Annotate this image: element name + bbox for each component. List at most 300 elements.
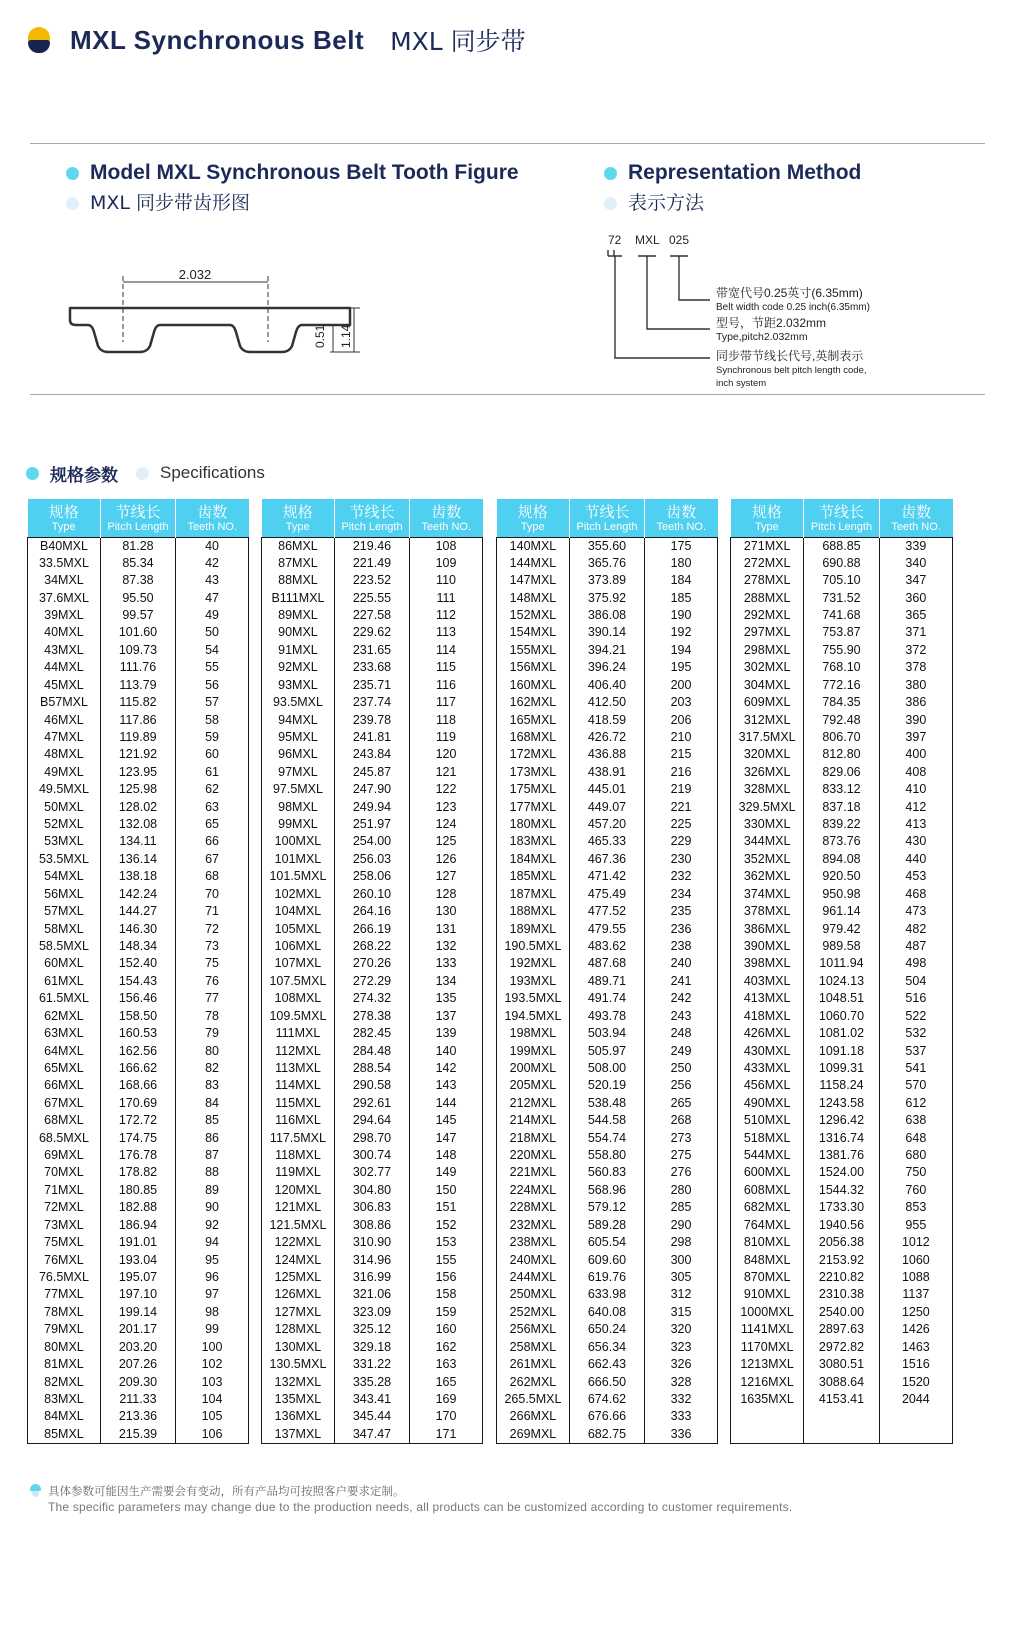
- pitch-length-cell: 806.70: [804, 729, 879, 746]
- note-icon: [30, 1484, 41, 1497]
- teeth-count-cell: 83: [176, 1077, 249, 1094]
- teeth-count-cell: 55: [176, 659, 249, 676]
- pitch-length-cell: 219.46: [334, 537, 409, 555]
- table-row: [731, 1164, 953, 1181]
- width-label-en: Belt width code 0.25 inch(6.35mm): [716, 302, 870, 313]
- pitch-length-cell: 640.08: [569, 1304, 644, 1321]
- teeth-count-cell: 86: [176, 1129, 249, 1146]
- pitch-length-cell: 1011.94: [804, 955, 879, 972]
- type-cell: 44MXL: [28, 659, 101, 676]
- pitch-length-cell: 197.10: [100, 1286, 175, 1303]
- column-header-en: Type: [285, 520, 310, 533]
- pitch-length-cell: 792.48: [804, 711, 879, 728]
- teeth-count-cell: 116: [410, 676, 483, 693]
- pitch-length-cell: 260.10: [334, 886, 409, 903]
- pitch-length-cell: 343.41: [334, 1391, 409, 1408]
- bullet-icon: [136, 467, 149, 480]
- spec-table-2: [261, 499, 483, 1444]
- teeth-count-cell: 312: [645, 1286, 718, 1303]
- pitch-length-cell: 264.16: [334, 903, 409, 920]
- teeth-count-cell: 50: [176, 624, 249, 641]
- table-row: [731, 938, 953, 955]
- pitch-length-cell: 1048.51: [804, 990, 879, 1007]
- teeth-count-cell: 118: [410, 711, 483, 728]
- type-cell: 1000MXL: [731, 1304, 804, 1321]
- table-row: [497, 537, 718, 555]
- pitch-length-cell: 81.28: [100, 537, 175, 555]
- type-cell: 261MXL: [497, 1356, 570, 1373]
- code-length: 72: [608, 233, 622, 247]
- table-row: [731, 589, 953, 606]
- table-row: [731, 1199, 953, 1216]
- pitch-length-cell: 154.43: [100, 973, 175, 990]
- teeth-count-cell: 102: [176, 1356, 249, 1373]
- teeth-count-cell: 273: [645, 1129, 718, 1146]
- table-row: [28, 903, 249, 920]
- teeth-count-cell: 79: [176, 1025, 249, 1042]
- teeth-count-cell: 159: [410, 1304, 483, 1321]
- table-row: [262, 903, 483, 920]
- type-cell: 65MXL: [28, 1060, 101, 1077]
- table-row: [262, 1164, 483, 1181]
- type-cell: 137MXL: [262, 1426, 335, 1444]
- divider-line: [30, 394, 985, 395]
- table-row: [731, 833, 953, 850]
- table-row: [497, 1199, 718, 1216]
- table-row: [497, 1042, 718, 1059]
- table-row: [28, 746, 249, 763]
- table-row: [497, 572, 718, 589]
- pitch-length-cell: 347.47: [334, 1426, 409, 1444]
- column-header: [28, 499, 101, 537]
- type-cell: 212MXL: [497, 1095, 570, 1112]
- teeth-count-cell: 137: [410, 1007, 483, 1024]
- type-cell: 609MXL: [731, 694, 804, 711]
- table-row: [497, 1164, 718, 1181]
- type-cell: 518MXL: [731, 1129, 804, 1146]
- type-cell: 61.5MXL: [28, 990, 101, 1007]
- teeth-count-cell: 236: [645, 920, 718, 937]
- type-cell: 111MXL: [262, 1025, 335, 1042]
- table-row: [731, 537, 953, 555]
- type-cell: 120MXL: [262, 1182, 335, 1199]
- pitch-length-cell: 115.82: [100, 694, 175, 711]
- table-row: [28, 1199, 249, 1216]
- teeth-count-cell: 570: [879, 1077, 952, 1094]
- column-header: [410, 499, 483, 537]
- type-cell: 147MXL: [497, 572, 570, 589]
- type-cell: 109.5MXL: [262, 1007, 335, 1024]
- pitch-length-cell: 989.58: [804, 938, 879, 955]
- teeth-count-cell: 99: [176, 1321, 249, 1338]
- teeth-count-cell: 468: [879, 886, 952, 903]
- type-cell: 910MXL: [731, 1286, 804, 1303]
- table-row: [731, 1321, 953, 1338]
- teeth-count-cell: 77: [176, 990, 249, 1007]
- type-cell: 90MXL: [262, 624, 335, 641]
- table-row: [28, 694, 249, 711]
- pitch-length-cell: 4153.41: [804, 1391, 879, 1408]
- teeth-count-cell: 125: [410, 833, 483, 850]
- teeth-count-cell: 82: [176, 1060, 249, 1077]
- pitch-length-cell: 308.86: [334, 1217, 409, 1234]
- pitch-length-cell: 837.18: [804, 798, 879, 815]
- teeth-count-cell: 750: [879, 1164, 952, 1181]
- table-row: [262, 1338, 483, 1355]
- pitch-length-cell: 229.62: [334, 624, 409, 641]
- length-label-en-2: inch system: [716, 378, 767, 389]
- pitch-length-cell: 503.94: [569, 1025, 644, 1042]
- divider-line: [30, 143, 985, 144]
- teeth-count-cell: 84: [176, 1095, 249, 1112]
- table-row: [731, 1112, 953, 1129]
- pitch-length-cell: 245.87: [334, 764, 409, 781]
- type-cell: 71MXL: [28, 1182, 101, 1199]
- pitch-length-cell: 282.45: [334, 1025, 409, 1042]
- table-row: [262, 851, 483, 868]
- pitch-length-cell: 99.57: [100, 607, 175, 624]
- table-row: [262, 1408, 483, 1425]
- pitch-length-cell: 195.07: [100, 1269, 175, 1286]
- type-cell: 49.5MXL: [28, 781, 101, 798]
- pitch-length-cell: 755.90: [804, 642, 879, 659]
- teeth-count-cell: 40: [176, 537, 249, 555]
- teeth-count-cell: 103: [176, 1373, 249, 1390]
- page-title-cn: MXL 同步带: [390, 27, 526, 56]
- teeth-count-cell: 390: [879, 711, 952, 728]
- table-row: [262, 746, 483, 763]
- teeth-count-cell: 290: [645, 1217, 718, 1234]
- pitch-length-cell: 656.34: [569, 1338, 644, 1355]
- table-row: [28, 973, 249, 990]
- table-row: [497, 1408, 718, 1425]
- teeth-count-cell: 241: [645, 973, 718, 990]
- table-row: [262, 642, 483, 659]
- type-cell: 84MXL: [28, 1408, 101, 1425]
- teeth-count-cell: 56: [176, 676, 249, 693]
- pitch-length-cell: 213.36: [100, 1408, 175, 1425]
- table-row: [28, 868, 249, 885]
- type-leader-line: [638, 256, 710, 329]
- type-cell: 101.5MXL: [262, 868, 335, 885]
- table-row: [262, 572, 483, 589]
- pitch-length-cell: 109.73: [100, 642, 175, 659]
- teeth-count-cell: 522: [879, 1007, 952, 1024]
- type-cell: 85MXL: [28, 1426, 101, 1444]
- table-row: [731, 659, 953, 676]
- type-cell: 130MXL: [262, 1338, 335, 1355]
- table-row: [731, 1338, 953, 1355]
- table-row: [28, 938, 249, 955]
- type-cell: 135MXL: [262, 1391, 335, 1408]
- pitch-length-cell: 290.58: [334, 1077, 409, 1094]
- column-header-cn: 规格: [48, 502, 79, 521]
- pitch-length-cell: 666.50: [569, 1373, 644, 1390]
- type-cell: 426MXL: [731, 1025, 804, 1042]
- pitch-length-cell: 373.89: [569, 572, 644, 589]
- pitch-length-cell: 160.53: [100, 1025, 175, 1042]
- teeth-count-cell: 78: [176, 1007, 249, 1024]
- type-cell: 244MXL: [497, 1269, 570, 1286]
- table-row: [731, 1408, 953, 1425]
- teeth-count-cell: 320: [645, 1321, 718, 1338]
- pitch-length-cell: 394.21: [569, 642, 644, 659]
- pitch-length-cell: 491.74: [569, 990, 644, 1007]
- table-row: [731, 1286, 953, 1303]
- teeth-count-cell: 68: [176, 868, 249, 885]
- table-header-row: [262, 499, 483, 537]
- type-cell: 326MXL: [731, 764, 804, 781]
- type-cell: 98MXL: [262, 798, 335, 815]
- table-row: [262, 1147, 483, 1164]
- column-header-en: Pitch Length: [810, 520, 873, 533]
- pitch-length-cell: 182.88: [100, 1199, 175, 1216]
- table-row: [731, 624, 953, 641]
- table-row: [497, 1391, 718, 1408]
- table-row: [497, 1251, 718, 1268]
- pitch-length-cell: 894.08: [804, 851, 879, 868]
- teeth-count-cell: 184: [645, 572, 718, 589]
- pitch-length-cell: 113.79: [100, 676, 175, 693]
- table-row: [262, 1025, 483, 1042]
- teeth-count-cell: 100: [176, 1338, 249, 1355]
- column-header-cn: 节线长: [584, 502, 630, 521]
- table-row: [731, 1217, 953, 1234]
- teeth-count-cell: 148: [410, 1147, 483, 1164]
- type-cell: 53.5MXL: [28, 851, 101, 868]
- teeth-count-cell: 242: [645, 990, 718, 1007]
- teeth-count-cell: 139: [410, 1025, 483, 1042]
- table-row: [262, 1112, 483, 1129]
- pitch-length-cell: 3088.64: [804, 1373, 879, 1390]
- teeth-count-cell: 96: [176, 1269, 249, 1286]
- table-row: [497, 676, 718, 693]
- table-row: [497, 1356, 718, 1373]
- table-row: [731, 798, 953, 815]
- teeth-count-cell: 65: [176, 816, 249, 833]
- pitch-length-cell: 211.33: [100, 1391, 175, 1408]
- type-cell: B111MXL: [262, 589, 335, 606]
- pitch-length-cell: 256.03: [334, 851, 409, 868]
- spec-table-3: [496, 499, 718, 1444]
- pitch-length-cell: 101.60: [100, 624, 175, 641]
- column-header-cn: 规格: [282, 502, 313, 521]
- teeth-count-cell: 378: [879, 659, 952, 676]
- tooth-figure-title-cn: MXL 同步带齿形图: [90, 192, 251, 214]
- pitch-length-cell: 172.72: [100, 1112, 175, 1129]
- bullet-icon: [604, 197, 617, 210]
- type-cell: 58.5MXL: [28, 938, 101, 955]
- teeth-count-cell: 235: [645, 903, 718, 920]
- teeth-count-cell: 339: [879, 537, 952, 555]
- pitch-length-cell: 209.30: [100, 1373, 175, 1390]
- type-cell: 82MXL: [28, 1373, 101, 1390]
- teeth-count-cell: 142: [410, 1060, 483, 1077]
- type-cell: 252MXL: [497, 1304, 570, 1321]
- teeth-count-cell: 203: [645, 694, 718, 711]
- column-header-en: Teeth NO.: [421, 520, 472, 533]
- teeth-count-cell: 332: [645, 1391, 718, 1408]
- pitch-length-cell: 520.19: [569, 1077, 644, 1094]
- teeth-count-cell: 71: [176, 903, 249, 920]
- teeth-count-cell: 2044: [879, 1391, 952, 1408]
- type-cell: 288MXL: [731, 589, 804, 606]
- teeth-count-cell: 57: [176, 694, 249, 711]
- teeth-count-cell: 149: [410, 1164, 483, 1181]
- table-header-row: [28, 499, 249, 537]
- type-cell: 101MXL: [262, 851, 335, 868]
- table-row: [28, 816, 249, 833]
- table-row: [28, 1373, 249, 1390]
- type-cell: 344MXL: [731, 833, 804, 850]
- table-row: [497, 1095, 718, 1112]
- bullet-icon: [604, 167, 617, 180]
- type-cell: 43MXL: [28, 642, 101, 659]
- teeth-count-cell: 250: [645, 1060, 718, 1077]
- teeth-count-cell: 185: [645, 589, 718, 606]
- table-row: [28, 711, 249, 728]
- table-row: [497, 833, 718, 850]
- pitch-length-cell: 784.35: [804, 694, 879, 711]
- teeth-count-cell: 80: [176, 1042, 249, 1059]
- pitch-length-cell: 682.75: [569, 1426, 644, 1444]
- pitch-length-cell: 223.52: [334, 572, 409, 589]
- type-cell: 60MXL: [28, 955, 101, 972]
- type-cell: 125MXL: [262, 1269, 335, 1286]
- type-cell: 122MXL: [262, 1234, 335, 1251]
- teeth-count-cell: 43: [176, 572, 249, 589]
- table-row: [731, 1426, 953, 1443]
- column-header: [879, 499, 952, 537]
- table-row: [731, 816, 953, 833]
- pitch-length-cell: 292.61: [334, 1095, 409, 1112]
- table-row: [262, 886, 483, 903]
- type-cell: 403MXL: [731, 973, 804, 990]
- pitch-length-cell: 1024.13: [804, 973, 879, 990]
- table-row: [28, 1164, 249, 1181]
- column-header: [569, 499, 644, 537]
- type-cell: 46MXL: [28, 711, 101, 728]
- bullet-icon: [26, 467, 39, 480]
- table-row: [28, 990, 249, 1007]
- table-row: [497, 1077, 718, 1094]
- type-cell: 108MXL: [262, 990, 335, 1007]
- table-row: [28, 764, 249, 781]
- table-row: [731, 1251, 953, 1268]
- type-cell: 73MXL: [28, 1217, 101, 1234]
- table-row: [262, 798, 483, 815]
- teeth-count-cell: 112: [410, 607, 483, 624]
- table-row: [28, 1060, 249, 1077]
- teeth-count-cell: 67: [176, 851, 249, 868]
- type-cell: 193.5MXL: [497, 990, 570, 1007]
- representation-title-en: Representation Method: [628, 161, 862, 184]
- table-row: [497, 1147, 718, 1164]
- pitch-length-cell: 128.02: [100, 798, 175, 815]
- table-row: [262, 537, 483, 555]
- type-cell: 272MXL: [731, 555, 804, 572]
- type-cell: 132MXL: [262, 1373, 335, 1390]
- type-cell: 118MXL: [262, 1147, 335, 1164]
- specifications-title-cn: 规格参数: [50, 465, 118, 486]
- teeth-count-cell: 147: [410, 1129, 483, 1146]
- pitch-length-cell: 465.33: [569, 833, 644, 850]
- type-cell: 266MXL: [497, 1408, 570, 1425]
- type-cell: 262MXL: [497, 1373, 570, 1390]
- type-cell: 79MXL: [28, 1321, 101, 1338]
- table-row: [731, 990, 953, 1007]
- teeth-count-cell: 61: [176, 764, 249, 781]
- teeth-count-cell: 111: [410, 589, 483, 606]
- type-cell: 69MXL: [28, 1147, 101, 1164]
- type-cell: 116MXL: [262, 1112, 335, 1129]
- type-cell: 870MXL: [731, 1269, 804, 1286]
- table-row: [262, 676, 483, 693]
- table-row: [731, 955, 953, 972]
- pitch-length-cell: 148.34: [100, 938, 175, 955]
- table-row: [262, 1199, 483, 1216]
- teeth-count-cell: 265: [645, 1095, 718, 1112]
- pitch-length-cell: 258.06: [334, 868, 409, 885]
- teeth-count-cell: 1060: [879, 1251, 952, 1268]
- teeth-count-cell: 371: [879, 624, 952, 641]
- teeth-count-cell: 190: [645, 607, 718, 624]
- teeth-count-cell: 121: [410, 764, 483, 781]
- table-row: [731, 1129, 953, 1146]
- pitch-length-cell: 2897.63: [804, 1321, 879, 1338]
- type-cell: 193MXL: [497, 973, 570, 990]
- teeth-count-cell: 256: [645, 1077, 718, 1094]
- pitch-length-cell: 176.78: [100, 1147, 175, 1164]
- teeth-count-cell: 326: [645, 1356, 718, 1373]
- teeth-count-cell: 955: [879, 1217, 952, 1234]
- table-row: [262, 1269, 483, 1286]
- table-header-row: [731, 499, 953, 537]
- type-cell: 130.5MXL: [262, 1356, 335, 1373]
- column-header-en: Pitch Length: [576, 520, 638, 533]
- pitch-length-cell: 483.62: [569, 938, 644, 955]
- table-row: [28, 1321, 249, 1338]
- table-row: [731, 642, 953, 659]
- table-row: [731, 694, 953, 711]
- teeth-count-cell: 62: [176, 781, 249, 798]
- teeth-count-cell: 1012: [879, 1234, 952, 1251]
- type-cell: 56MXL: [28, 886, 101, 903]
- pitch-length-cell: 227.58: [334, 607, 409, 624]
- teeth-count-cell: 482: [879, 920, 952, 937]
- type-cell: 97.5MXL: [262, 781, 335, 798]
- type-cell: 198MXL: [497, 1025, 570, 1042]
- teeth-count-cell: 192: [645, 624, 718, 641]
- type-cell: 76MXL: [28, 1251, 101, 1268]
- type-cell: 200MXL: [497, 1060, 570, 1077]
- teeth-count-cell: 638: [879, 1112, 952, 1129]
- type-cell: 160MXL: [497, 676, 570, 693]
- table-row: [28, 1426, 249, 1444]
- type-cell: 152MXL: [497, 607, 570, 624]
- type-cell: 1635MXL: [731, 1391, 804, 1408]
- column-header-en: Pitch Length: [341, 520, 403, 533]
- type-cell: 127MXL: [262, 1304, 335, 1321]
- pitch-length-cell: 920.50: [804, 868, 879, 885]
- table-row: [262, 938, 483, 955]
- table-row: [28, 1338, 249, 1355]
- teeth-count-cell: 76: [176, 973, 249, 990]
- teeth-count-cell: 760: [879, 1182, 952, 1199]
- pitch-length-cell: 674.62: [569, 1391, 644, 1408]
- teeth-count-cell: 229: [645, 833, 718, 850]
- type-cell: 330MXL: [731, 816, 804, 833]
